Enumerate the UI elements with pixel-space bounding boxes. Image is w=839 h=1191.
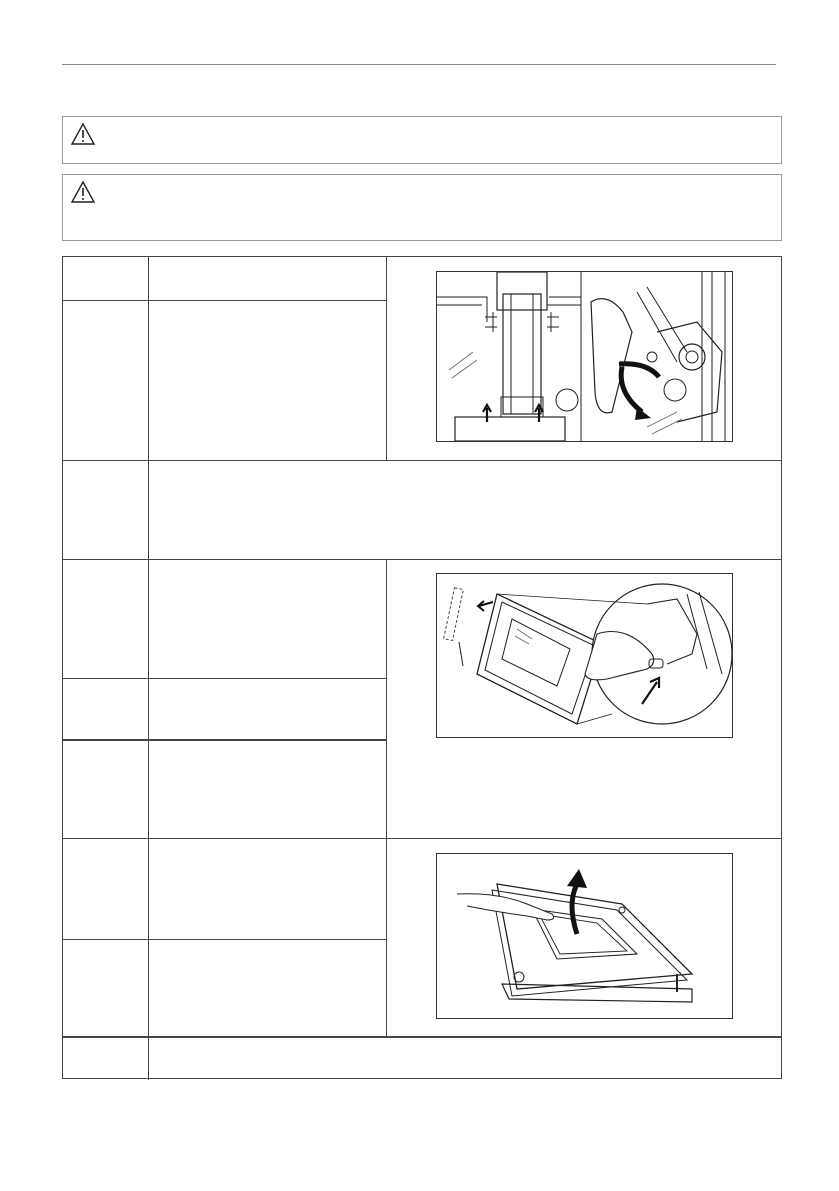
header-divider — [62, 64, 776, 65]
warning-triangle-icon — [71, 181, 95, 203]
column-divider-number — [148, 257, 149, 1080]
column-divider-figure-3 — [386, 838, 387, 1036]
row-divider-8 — [63, 1036, 781, 1038]
warning-box-1 — [62, 116, 782, 164]
row-divider-5 — [63, 739, 386, 741]
row-divider-6 — [63, 838, 781, 839]
row-divider-3 — [63, 559, 781, 560]
column-divider-figure-1 — [386, 257, 387, 460]
steps-table — [62, 256, 782, 1079]
row-divider-7 — [63, 939, 386, 940]
column-divider-figure-2 — [386, 559, 387, 838]
row-divider-1 — [63, 300, 386, 301]
warning-triangle-icon — [71, 123, 95, 145]
door-hinge-lock-illustration — [436, 271, 733, 442]
row-divider-4 — [63, 678, 386, 679]
door-cover-lift-illustration — [436, 853, 733, 1019]
door-glass-panel-removal-illustration — [436, 573, 733, 738]
warning-box-2 — [62, 174, 782, 241]
row-divider-2 — [63, 460, 781, 461]
